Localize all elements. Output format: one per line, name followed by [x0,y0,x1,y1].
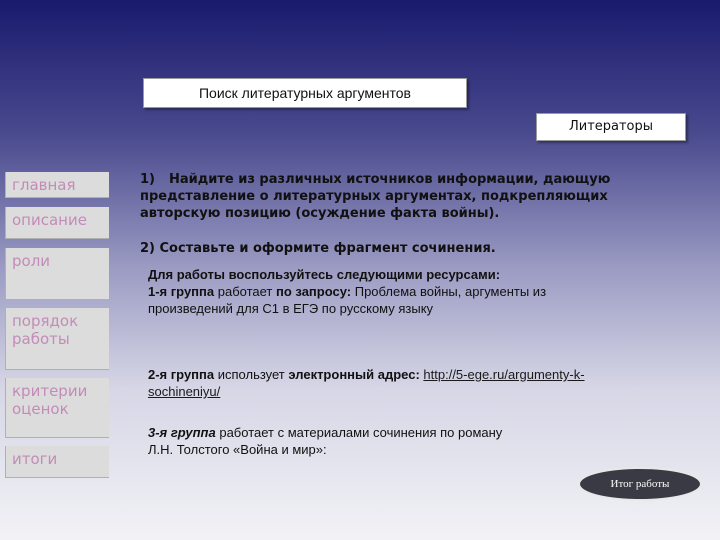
group-2-link[interactable]: http://5-ege.ru/argumenty-k-sochineniyu/ [148,367,585,399]
task-1-number: 1) [140,172,155,187]
task-1 [140,171,660,222]
literature-button[interactable]: Литераторы [536,113,686,141]
resources-heading: Для работы воспользуйтесь следующими ресурсами: [148,267,501,282]
page-title: Поиск литературных аргументов [143,78,467,108]
group-2-label: 2-я группа [148,367,215,382]
group-2-verb: использует [217,367,285,382]
group-1 [148,283,618,317]
task-1-text: Найдите из различных источников информации, дающую представление о литературных аргументах, подкрепляющих авторскую позицию (осуждение факта войны). [140,172,611,221]
group-3-text: работает с материалами сочинения по роману [219,425,503,440]
group-1-request-label: по запросу: [276,284,352,299]
sidebar-item-home[interactable]: главная [5,172,109,198]
result-button[interactable]: Итог работы [578,467,702,501]
group-3 [148,424,618,458]
sidebar-item-results[interactable]: итоги [5,446,109,478]
resources-block [148,266,618,317]
sidebar-item-description[interactable]: описание [5,207,109,239]
sidebar-item-work-order[interactable]: порядок работы [5,308,109,370]
group-2 [148,366,618,400]
group-3-novel: Л.Н. Толстого «Война и мир»: [148,442,327,457]
task-2: 2) Составьте и оформите фрагмент сочинения. [140,241,496,256]
sidebar-item-roles[interactable]: роли [5,248,109,300]
group-1-text: Проблема войны, аргументы из произведений для С1 в ЕГЭ по русскому языку [148,284,547,316]
sidebar-item-criteria[interactable]: критерии оценок [5,378,109,438]
group-1-label: 1-я группа [148,284,215,299]
group-1-verb: работает [217,284,273,299]
group-2-address-label: электронный адрес: [288,367,420,382]
group-3-label: 3-я группа [148,425,216,440]
